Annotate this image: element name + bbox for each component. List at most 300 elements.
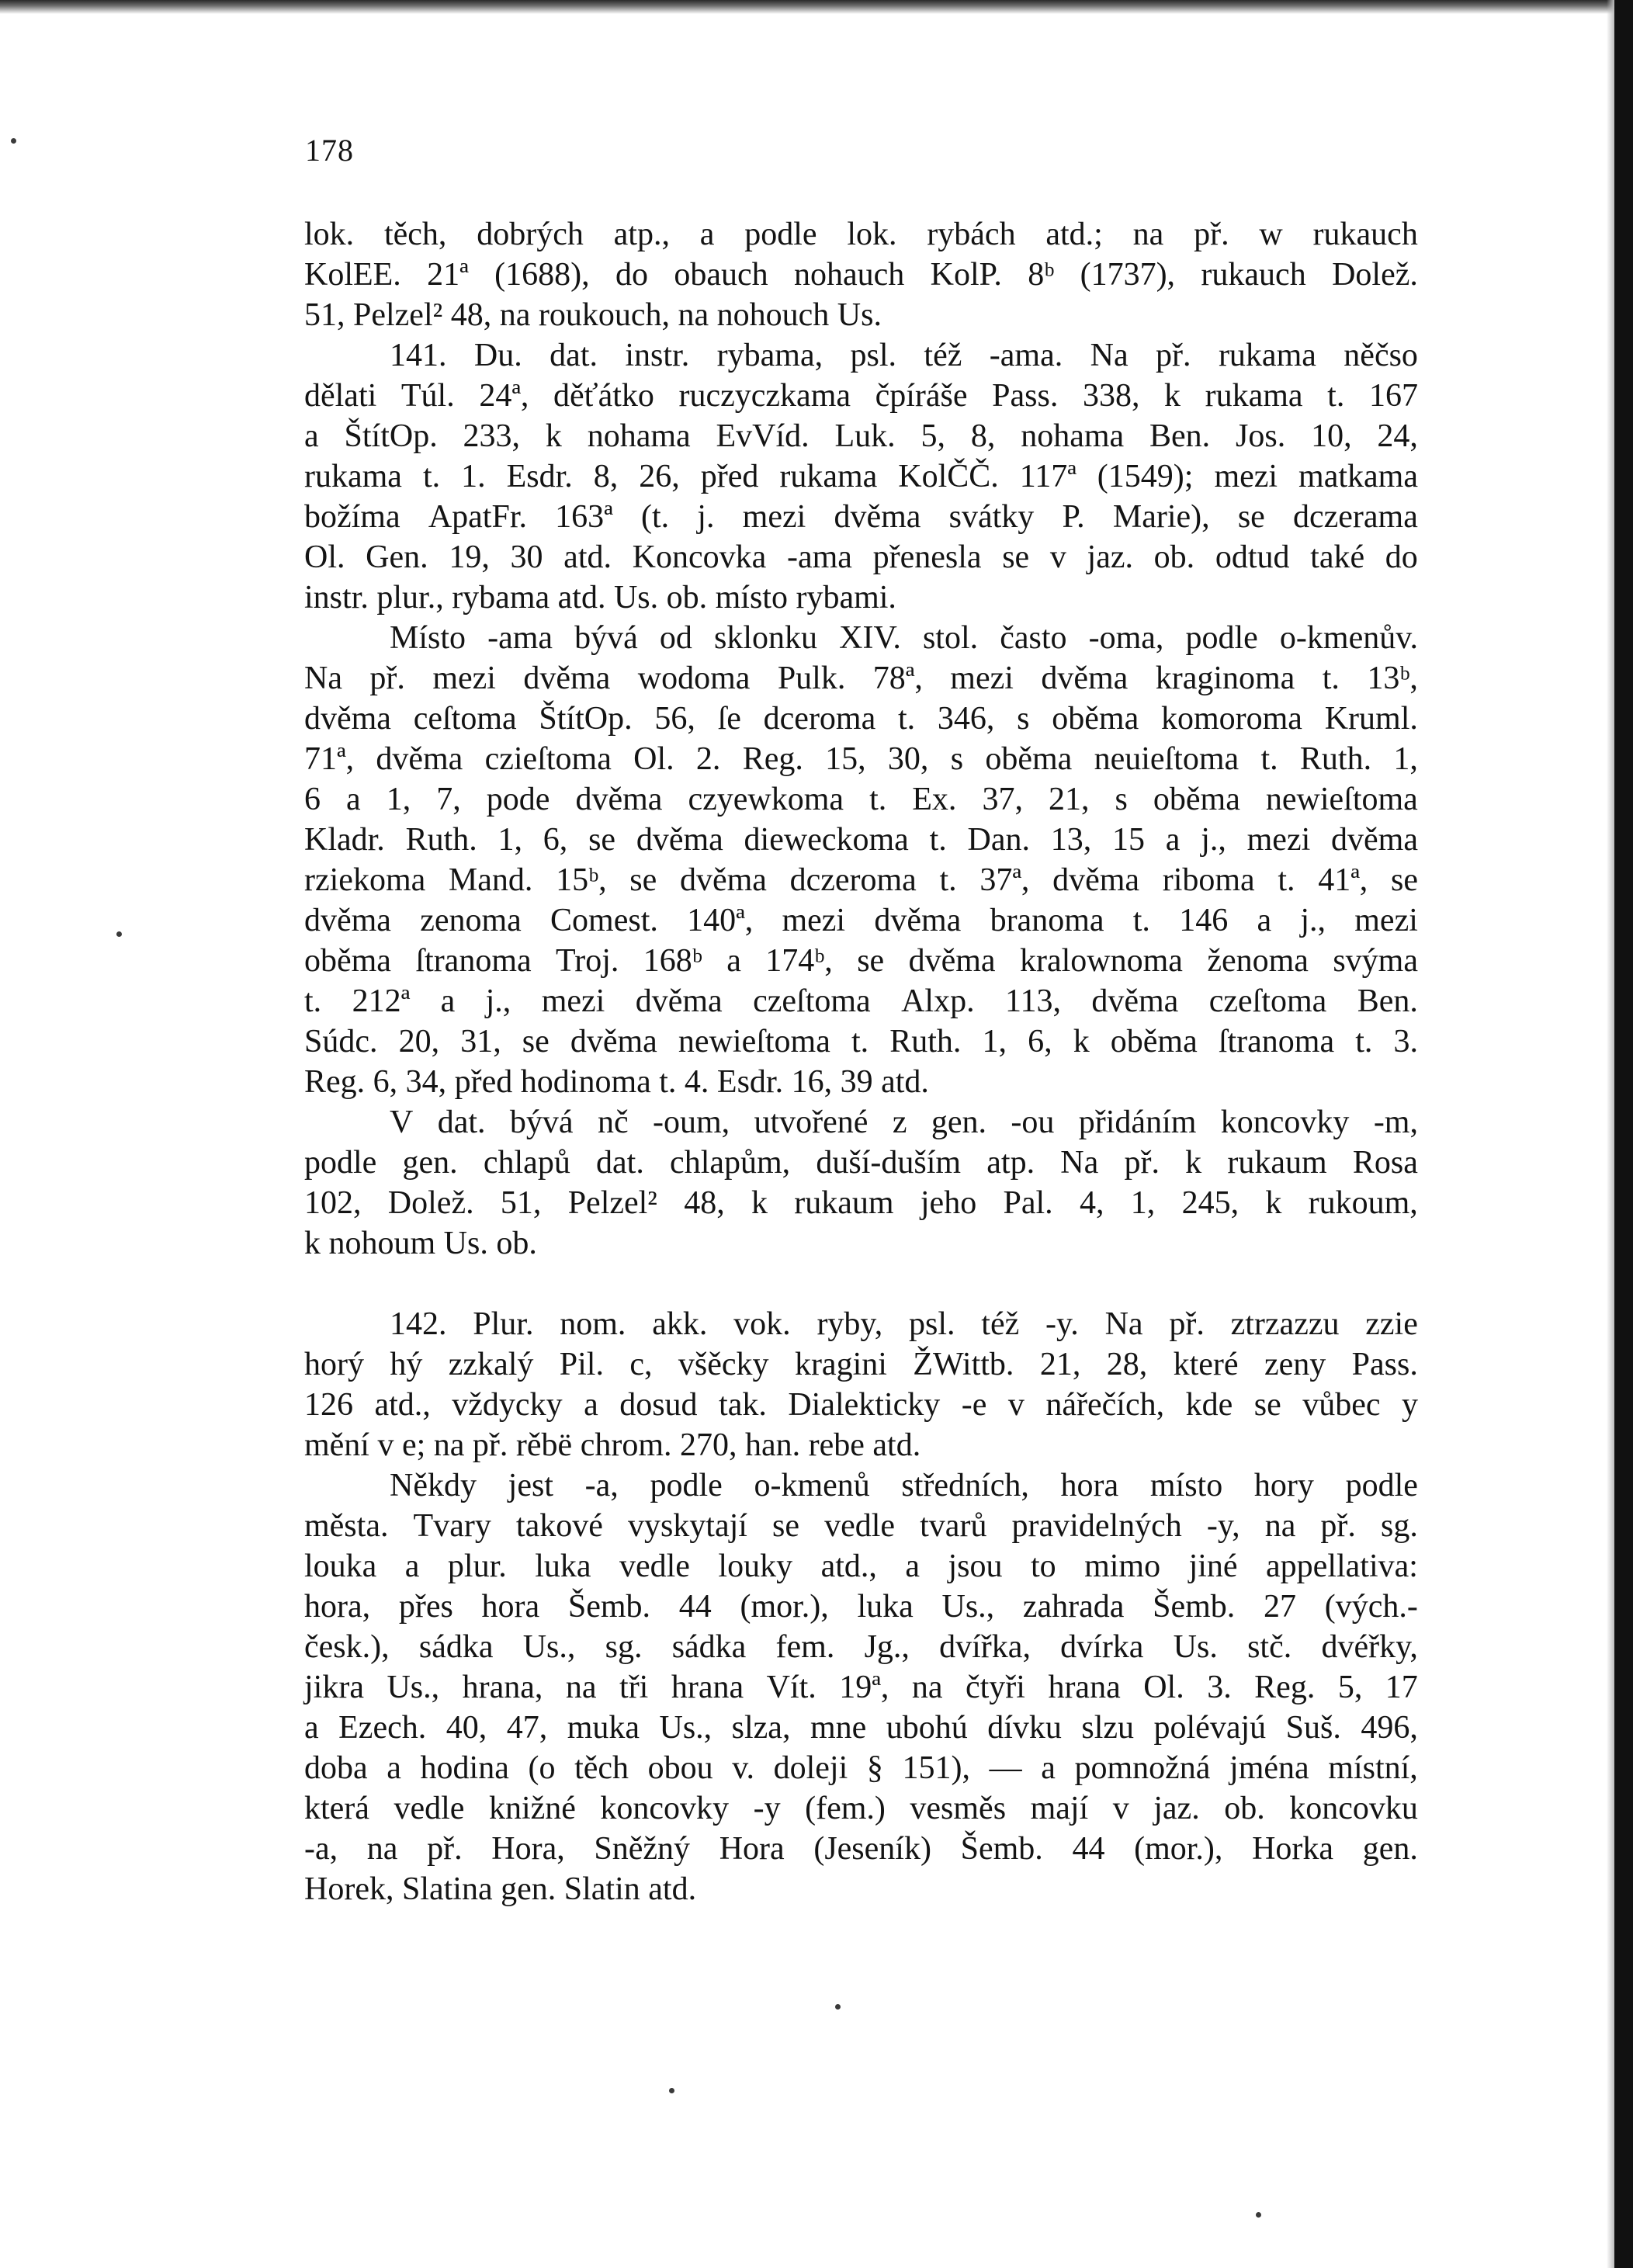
- word: -y,: [1206, 1508, 1240, 1544]
- text-line: [304, 1385, 1418, 1425]
- word: př.: [1124, 1145, 1160, 1181]
- word: k: [751, 1185, 768, 1221]
- word: tři: [619, 1670, 649, 1705]
- word: 2.: [695, 741, 721, 777]
- word: mezi: [1354, 903, 1418, 938]
- word: psl.: [908, 1306, 955, 1342]
- body-text: [304, 214, 1418, 1909]
- word: mezi: [432, 661, 496, 696]
- word: ryby,: [816, 1306, 883, 1342]
- word: se: [1253, 1387, 1281, 1423]
- word: Šemb.: [567, 1589, 651, 1625]
- word: Rosa: [1352, 1145, 1418, 1181]
- word: dvěma: [570, 1024, 657, 1059]
- word: hrana: [1048, 1670, 1121, 1705]
- word: c,: [629, 1347, 653, 1382]
- word: 51,: [500, 1185, 542, 1221]
- word: ženoma: [1207, 943, 1309, 979]
- word: rukaum: [1227, 1145, 1327, 1181]
- word: dvěma: [1041, 661, 1129, 696]
- word: 5,: [1337, 1670, 1363, 1705]
- word: k: [1073, 1024, 1090, 1059]
- word: Ruth.: [889, 1024, 962, 1059]
- text-line: Reg. 6, 34, před hodinoma t. 4. Esdr. 16, 39 atd.: [304, 1064, 929, 1100]
- word: hý: [390, 1347, 423, 1382]
- word: (o: [528, 1750, 556, 1786]
- word: čpíráše: [875, 378, 968, 414]
- word: rukauch: [1201, 257, 1306, 293]
- word: dceroma: [763, 701, 876, 737]
- text-line: [304, 900, 1418, 941]
- word: newieſtoma: [1265, 782, 1418, 817]
- word: Na: [1060, 1145, 1099, 1181]
- section-142-heading-line: [304, 1304, 1418, 1344]
- word: 13,: [1050, 822, 1092, 858]
- word: Marie),: [1112, 499, 1210, 535]
- word: slzu: [1081, 1710, 1135, 1746]
- word: která: [304, 1791, 369, 1826]
- word: czeſtoma: [753, 983, 871, 1019]
- word: neuieſtoma: [1094, 741, 1239, 777]
- word: a: [699, 217, 715, 252]
- word: ŽWittb.: [913, 1347, 1014, 1382]
- word: vždycky: [452, 1387, 563, 1423]
- word: duší-duším: [816, 1145, 962, 1181]
- word: podle: [1345, 1468, 1418, 1503]
- word: dvěma: [679, 862, 767, 898]
- word: akk.: [652, 1306, 708, 1342]
- text-line: [304, 981, 1418, 1021]
- word: k: [1185, 1145, 1202, 1181]
- word: Jos.: [1236, 418, 1286, 454]
- word: Reg.: [742, 741, 803, 777]
- word: Vít.: [766, 1670, 816, 1705]
- word: gen.: [402, 1145, 458, 1181]
- word: stč.: [1247, 1629, 1292, 1665]
- word: louka: [304, 1548, 377, 1584]
- word: 496,: [1361, 1710, 1418, 1746]
- word: př.: [1320, 1508, 1356, 1544]
- word: (1737),: [1080, 257, 1176, 293]
- word: Dolež.: [1332, 257, 1418, 293]
- word: též: [924, 338, 962, 373]
- word: kraginoma: [1155, 661, 1295, 696]
- word: dat.: [437, 1105, 486, 1140]
- word: se: [1390, 862, 1418, 898]
- word: mezi: [1246, 822, 1311, 858]
- word: KolEE.: [304, 257, 401, 293]
- word: 8,: [970, 418, 996, 454]
- word: př.: [1194, 217, 1229, 252]
- word: 163ª: [555, 499, 613, 535]
- word: sklonku: [714, 620, 818, 656]
- word: t.: [1132, 903, 1150, 938]
- word: 15,: [825, 741, 866, 777]
- word: o-kmenův.: [1279, 620, 1418, 656]
- word: rukama: [1205, 378, 1303, 414]
- text-line: [304, 537, 1418, 577]
- word: na: [565, 1670, 597, 1705]
- word: (vých.-: [1324, 1589, 1418, 1625]
- word: těch: [574, 1750, 629, 1786]
- word: oběma: [304, 943, 391, 979]
- word: mezi: [950, 661, 1014, 696]
- word: těch,: [383, 217, 447, 252]
- word: něčso: [1343, 338, 1418, 373]
- word: nom.: [560, 1306, 626, 1342]
- word: hora: [481, 1589, 540, 1625]
- word: Troj.: [556, 943, 619, 979]
- word: jaz.: [1153, 1791, 1200, 1826]
- word: 212ª: [352, 983, 411, 1019]
- word: mezi: [782, 903, 846, 938]
- word: KolČČ.: [898, 459, 999, 494]
- word: 142.: [390, 1306, 447, 1342]
- word: s: [1017, 701, 1030, 737]
- word: doleji: [773, 1750, 848, 1786]
- word: t.: [422, 459, 441, 494]
- word: pomnožná: [1074, 1750, 1211, 1786]
- word: do: [1385, 539, 1418, 575]
- word: se: [772, 1508, 800, 1544]
- word: jikra: [304, 1670, 364, 1705]
- word: 1,: [982, 1024, 1007, 1059]
- word: též: [981, 1306, 1020, 1342]
- word: v: [1049, 539, 1066, 575]
- word: 1,: [1130, 1185, 1156, 1221]
- word: a: [1165, 822, 1181, 858]
- word: 140ª,: [687, 903, 754, 938]
- word: hora: [1060, 1468, 1119, 1503]
- word: obou: [647, 1750, 713, 1786]
- word: Ol.: [304, 539, 345, 575]
- text-line: [304, 456, 1418, 497]
- word: t.: [1260, 741, 1278, 777]
- text-line: mění v e; na př. rěbë chrom. 270, han. rebe atd.: [304, 1427, 921, 1463]
- word: vedle: [619, 1548, 690, 1584]
- word: dvěma: [1331, 822, 1418, 858]
- word: jsou: [948, 1548, 1003, 1584]
- word: to: [1030, 1548, 1056, 1584]
- word: rziekoma: [304, 862, 426, 898]
- word: Kruml.: [1324, 701, 1418, 737]
- word: nářečích,: [1045, 1387, 1165, 1423]
- word: na: [366, 1831, 398, 1867]
- word: 338,: [1082, 378, 1140, 414]
- word: doba: [304, 1750, 368, 1786]
- word: Us.,: [522, 1629, 576, 1665]
- word: nohama: [587, 418, 691, 454]
- word: Plur.: [473, 1306, 534, 1342]
- word: instr.: [625, 338, 690, 373]
- word: w: [1259, 217, 1283, 252]
- word: z: [892, 1105, 907, 1140]
- word: dosud: [619, 1387, 698, 1423]
- word: kralownoma: [1019, 943, 1183, 979]
- word: 40,: [446, 1710, 487, 1746]
- word: Na: [1090, 338, 1129, 373]
- word: obauch: [674, 257, 768, 293]
- scan-right-edge: [1614, 0, 1633, 2268]
- paragraph-start-line: [304, 618, 1418, 658]
- word: ob.: [1153, 539, 1195, 575]
- word: zzie: [1365, 1306, 1418, 1342]
- word: atd.,: [374, 1387, 431, 1423]
- word: Hora,: [491, 1831, 565, 1867]
- word: a: [304, 1710, 319, 1746]
- word: k: [1164, 378, 1181, 414]
- word: rukama: [1218, 338, 1316, 373]
- word: luka: [857, 1589, 914, 1625]
- word: Ezech.: [338, 1710, 427, 1746]
- word: přes: [398, 1589, 453, 1625]
- word: 26,: [639, 459, 680, 494]
- word: vedle: [824, 1508, 896, 1544]
- word: muka: [567, 1710, 640, 1746]
- text-line: [304, 1143, 1418, 1183]
- word: 27: [1264, 1589, 1297, 1625]
- word: 21ª: [427, 257, 469, 293]
- word: 20,: [398, 1024, 440, 1059]
- word: dvěma: [908, 943, 996, 979]
- word: 5,: [921, 418, 946, 454]
- word: czyewkoma: [688, 782, 844, 817]
- word: Šemb.: [1153, 1589, 1236, 1625]
- scan-top-edge: [0, 0, 1633, 14]
- word: na: [911, 1670, 943, 1705]
- word: -oma,: [1088, 620, 1164, 656]
- word: Ol.: [633, 741, 674, 777]
- word: vedle: [394, 1791, 465, 1826]
- word: dvěma: [304, 903, 391, 938]
- word: 78ª,: [872, 661, 923, 696]
- word: př.: [427, 1831, 463, 1867]
- word: fem.: [775, 1629, 835, 1665]
- word: v.: [732, 1750, 755, 1786]
- word: ŠtítOp.: [539, 701, 633, 737]
- word: hrana: [671, 1670, 744, 1705]
- word: oběma: [1052, 701, 1139, 737]
- page-number: 178: [305, 133, 354, 168]
- word: (1688),: [494, 257, 590, 293]
- word: Du.: [473, 338, 522, 373]
- word: ob.: [1224, 1791, 1265, 1826]
- scan-speck: [11, 138, 16, 144]
- word: Ben.: [1357, 983, 1418, 1019]
- word: jiné: [1188, 1548, 1238, 1584]
- text-line: [304, 820, 1418, 860]
- word: (Jeseník): [813, 1831, 931, 1867]
- word: Šemb.: [960, 1831, 1043, 1867]
- word: slza,: [731, 1710, 791, 1746]
- word: 37ª,: [979, 862, 1030, 898]
- word: Na: [1104, 1306, 1143, 1342]
- word: 1,: [1393, 741, 1418, 777]
- word: branoma: [990, 903, 1104, 938]
- word: -e: [961, 1387, 987, 1423]
- word: -ou: [1011, 1105, 1055, 1140]
- word: rukauch: [1312, 217, 1418, 252]
- word: sg.: [1381, 1508, 1418, 1544]
- word: sádka: [418, 1629, 494, 1665]
- word: oběma: [985, 741, 1073, 777]
- word: 8,: [593, 459, 619, 494]
- word: odtud: [1215, 539, 1290, 575]
- word: dvéřky,: [1321, 1629, 1418, 1665]
- word: ztrzazzu: [1230, 1306, 1340, 1342]
- word: (t.: [640, 499, 670, 535]
- word: matkama: [1298, 459, 1418, 494]
- word: EvVíd.: [716, 418, 810, 454]
- word: 47,: [506, 1710, 548, 1746]
- word: 28,: [1106, 1347, 1148, 1382]
- text-line: k nohoum Us. ob.: [304, 1226, 537, 1261]
- word: 233,: [463, 418, 521, 454]
- word: mne: [810, 1710, 867, 1746]
- word: v: [1007, 1387, 1025, 1423]
- word: Místo: [390, 620, 466, 656]
- word: chlapů: [483, 1145, 570, 1181]
- word: a: [304, 418, 319, 454]
- word: jest: [508, 1468, 553, 1503]
- word: dvěma: [635, 983, 723, 1019]
- word: knižné: [488, 1791, 576, 1826]
- word: Pulk.: [777, 661, 846, 696]
- scan-speck: [835, 2004, 841, 2010]
- word: 71ª,: [304, 741, 355, 777]
- word: hrana,: [462, 1670, 543, 1705]
- word: se: [588, 822, 616, 858]
- word: s: [950, 741, 964, 777]
- word: čtyři: [965, 1670, 1025, 1705]
- word: rukama: [304, 459, 402, 494]
- text-line: 51, Pelzel² 48, na roukouch, na nohouch Us.: [304, 297, 882, 333]
- text-line: [304, 1344, 1418, 1385]
- word: czeſtoma: [1208, 983, 1327, 1019]
- word: pode: [486, 782, 550, 817]
- word: (mor.),: [1134, 1831, 1223, 1867]
- word: sádka: [671, 1629, 747, 1665]
- word: 10,: [1311, 418, 1352, 454]
- word: —: [989, 1750, 1022, 1786]
- word: t.: [1327, 378, 1345, 414]
- word: 346,: [937, 701, 995, 737]
- word: Mand.: [448, 862, 533, 898]
- word: 7,: [436, 782, 461, 817]
- text-line: [304, 941, 1418, 981]
- word: tak.: [719, 1387, 767, 1423]
- word: 17: [1385, 1670, 1418, 1705]
- text-line: [304, 1546, 1418, 1587]
- text-line: [304, 860, 1418, 900]
- word: dobrých: [477, 217, 584, 252]
- word: dvěma: [874, 903, 962, 938]
- scan-speck: [116, 931, 122, 937]
- word: atd.,: [820, 1548, 877, 1584]
- word: dívku: [987, 1710, 1062, 1746]
- word: polévajú: [1153, 1710, 1267, 1746]
- word: t.: [898, 701, 916, 737]
- word: hodina: [420, 1750, 509, 1786]
- word: vesměs: [910, 1791, 1007, 1826]
- word: a: [387, 1750, 401, 1786]
- word: horý: [304, 1347, 364, 1382]
- text-line: [304, 1667, 1418, 1708]
- word: 113,: [1005, 983, 1061, 1019]
- word: Ben.: [1149, 418, 1211, 454]
- word: 41ª,: [1318, 862, 1368, 898]
- word: s: [1115, 782, 1128, 817]
- text-line: [304, 1587, 1418, 1627]
- word: luka: [535, 1548, 591, 1584]
- word: místo: [1149, 1468, 1223, 1503]
- word: koncovky: [1220, 1105, 1350, 1140]
- word: Súdc.: [304, 1024, 378, 1059]
- word: 6,: [543, 822, 568, 858]
- word: Us.,: [941, 1589, 995, 1625]
- word: a: [404, 1548, 420, 1584]
- word: zahrada: [1022, 1589, 1125, 1625]
- word: ApatFr.: [428, 499, 527, 535]
- word: -y: [753, 1791, 781, 1826]
- word: Pal.: [1003, 1185, 1053, 1221]
- word: 174ᵇ,: [765, 943, 833, 979]
- word: Kladr.: [304, 822, 385, 858]
- word: Reg.: [1254, 1670, 1316, 1705]
- word: ceſtoma: [413, 701, 517, 737]
- text-line: [304, 214, 1418, 255]
- word: stol.: [922, 620, 979, 656]
- text-line: [304, 658, 1418, 699]
- word: dvěma: [1091, 983, 1179, 1019]
- word: rybách: [927, 217, 1016, 252]
- word: zzkalý: [448, 1347, 534, 1382]
- word: se: [1237, 499, 1265, 535]
- paragraph-start-line: [304, 1465, 1418, 1506]
- word: atp.: [986, 1145, 1035, 1181]
- word: Horka: [1252, 1831, 1334, 1867]
- word: Pass.: [1351, 1347, 1418, 1382]
- word: dczeroma: [789, 862, 917, 898]
- word: se: [522, 1024, 550, 1059]
- word: Pil.: [559, 1347, 604, 1382]
- word: 1.: [461, 459, 486, 494]
- word: 146: [1179, 903, 1229, 938]
- word: a: [726, 943, 741, 979]
- word: KolP.: [930, 257, 1002, 293]
- text-line: [304, 1183, 1418, 1223]
- word: V: [390, 1105, 414, 1140]
- word: Ol.: [1143, 1670, 1184, 1705]
- word: y: [1402, 1387, 1418, 1423]
- word: jeho: [920, 1185, 977, 1221]
- word: -a,: [304, 1831, 338, 1867]
- word: 21,: [1039, 1347, 1081, 1382]
- word: přenesla: [872, 539, 982, 575]
- word: koncovku: [1289, 1791, 1418, 1826]
- word: 4,: [1079, 1185, 1104, 1221]
- word: a: [584, 1387, 598, 1423]
- word: 19ª,: [839, 1670, 889, 1705]
- word: také: [1310, 539, 1365, 575]
- word: atp.,: [613, 217, 670, 252]
- word: děťátko: [553, 378, 654, 414]
- word: 13ᵇ,: [1367, 661, 1418, 696]
- word: podle: [650, 1468, 723, 1503]
- word: tvarů: [920, 1508, 987, 1544]
- word: a: [1041, 1750, 1056, 1786]
- word: dvírka: [1060, 1629, 1144, 1665]
